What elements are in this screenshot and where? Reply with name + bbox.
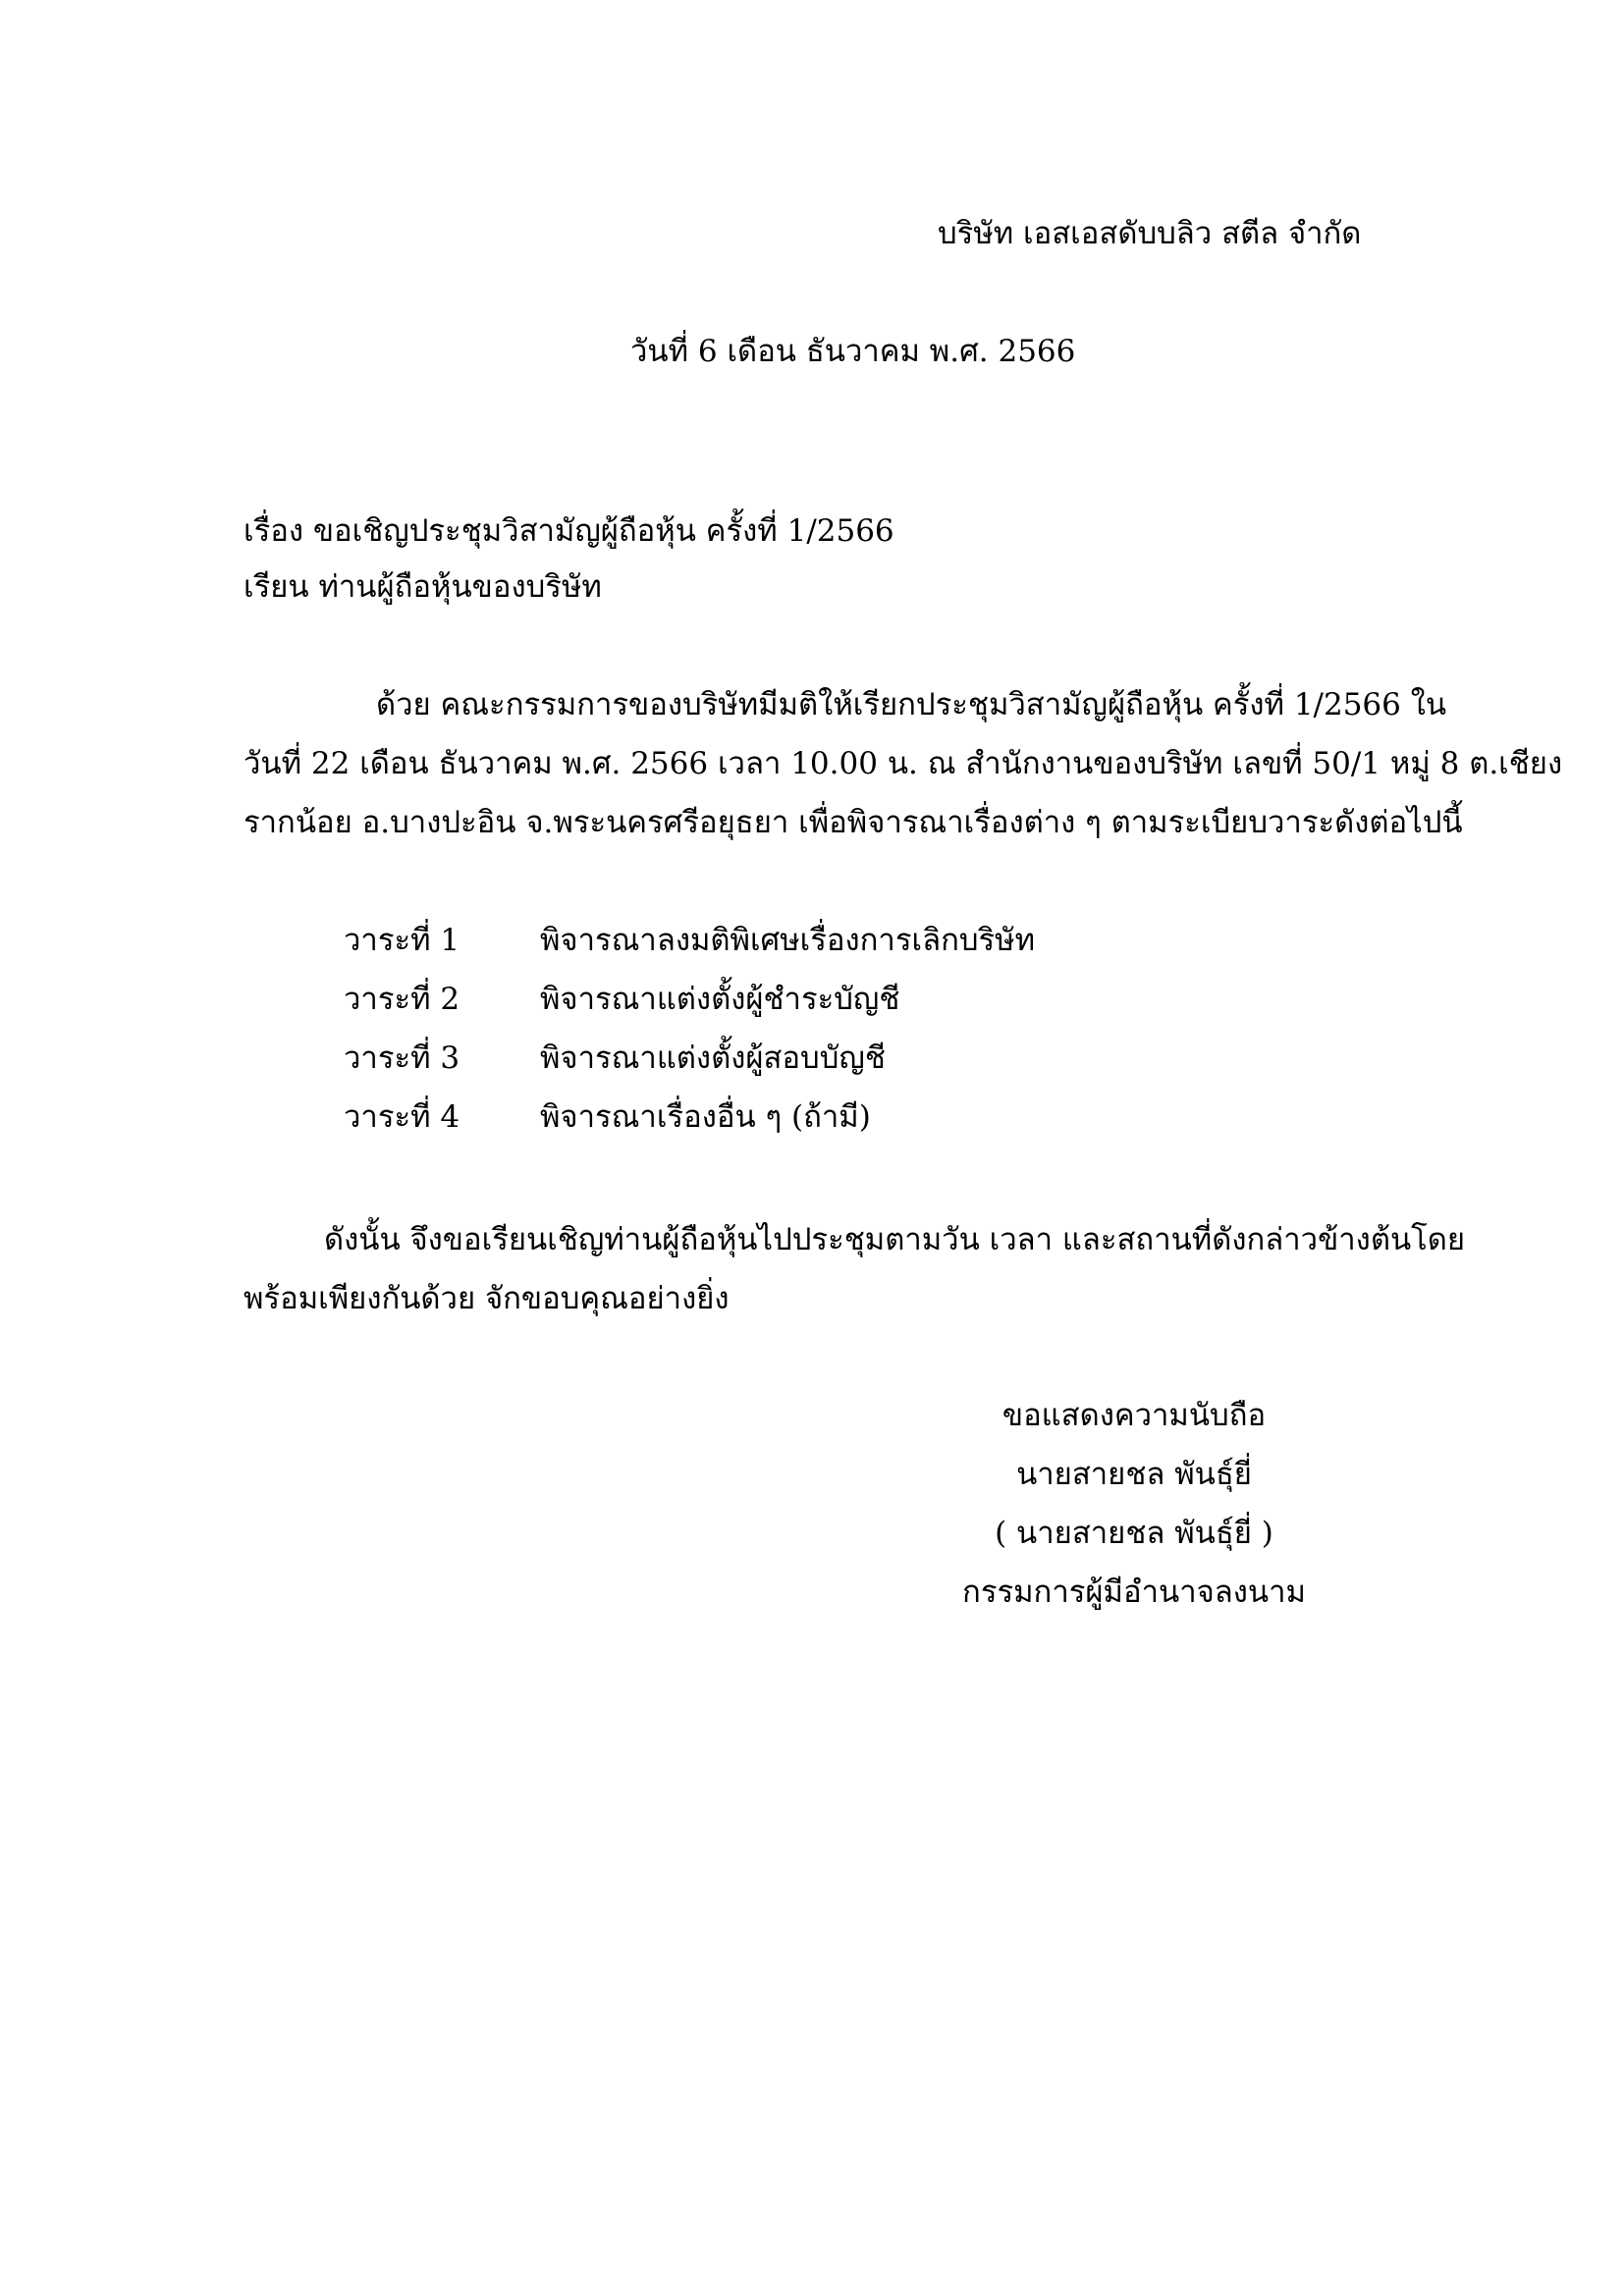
letter-date: วันที่ 6 เดือน ธันวาคม พ.ศ. 2566 [630, 334, 1076, 369]
agenda-text: พิจารณาแต่งตั้งผู้สอบบัญชี [540, 1041, 886, 1076]
agenda-number: วาระที่ 3 [344, 1041, 460, 1076]
signed-name: นายสายชล พันธุ์ยี่ [1016, 1457, 1252, 1492]
paragraph-1-line-3: รากน้อย อ.บางปะอิน จ.พระนครศรีอยุธยา เพื่อพิจารณาเรื่องต่าง ๆ ตามระเบียบวาระดังต่อไปนี้ [244, 805, 1463, 840]
paragraph-1-line-2: วันที่ 22 เดือน ธันวาคม พ.ศ. 2566 เวลา 10.00 น. ณ สำนักงานของบริษัท เลขที่ 50/1 หมู่ 8 ต.เชียง [244, 746, 1563, 781]
company-name: บริษัท เอสเอสดับบลิว สตีล จำกัด [938, 216, 1362, 251]
agenda-text: พิจารณาเรื่องอื่น ๆ (ถ้ามี) [540, 1099, 871, 1135]
signature-block [913, 1386, 1355, 1622]
agenda-number: วาระที่ 2 [344, 982, 460, 1017]
letter-recipient: เรียน ท่านผู้ถือหุ้นของบริษัท [244, 569, 602, 605]
agenda-text: พิจารณาลงมติพิเศษเรื่องการเลิกบริษัท [540, 923, 1036, 958]
paragraph-2-line-2: พร้อมเพียงกันด้วย จักขอบคุณอย่างยิ่ง [244, 1281, 730, 1316]
closing-salutation: ขอแสดงความนับถือ [1001, 1398, 1267, 1433]
printed-name: ( นายสายชล พันธุ์ยี่ ) [995, 1516, 1273, 1551]
paragraph-2-line-1: ดังนั้น จึงขอเรียนเชิญท่านผู้ถือหุ้นไปประชุมตามวัน เวลา และสถานที่ดังกล่าวข้างต้นโดย [324, 1222, 1466, 1257]
letter-subject: เรื่อง ขอเชิญประชุมวิสามัญผู้ถือหุ้น ครั้งที่ 1/2566 [244, 513, 894, 549]
agenda-text: พิจารณาแต่งตั้งผู้ชำระบัญชี [540, 982, 900, 1017]
paragraph-1-line-1: ด้วย คณะกรรมการของบริษัทมีมติให้เรียกประชุมวิสามัญผู้ถือหุ้น ครั้งที่ 1/2566 ใน [376, 687, 1447, 722]
agenda-number: วาระที่ 1 [344, 923, 460, 958]
agenda-number: วาระที่ 4 [344, 1099, 460, 1135]
signer-title: กรรมการผู้มีอำนาจลงนาม [962, 1575, 1306, 1610]
